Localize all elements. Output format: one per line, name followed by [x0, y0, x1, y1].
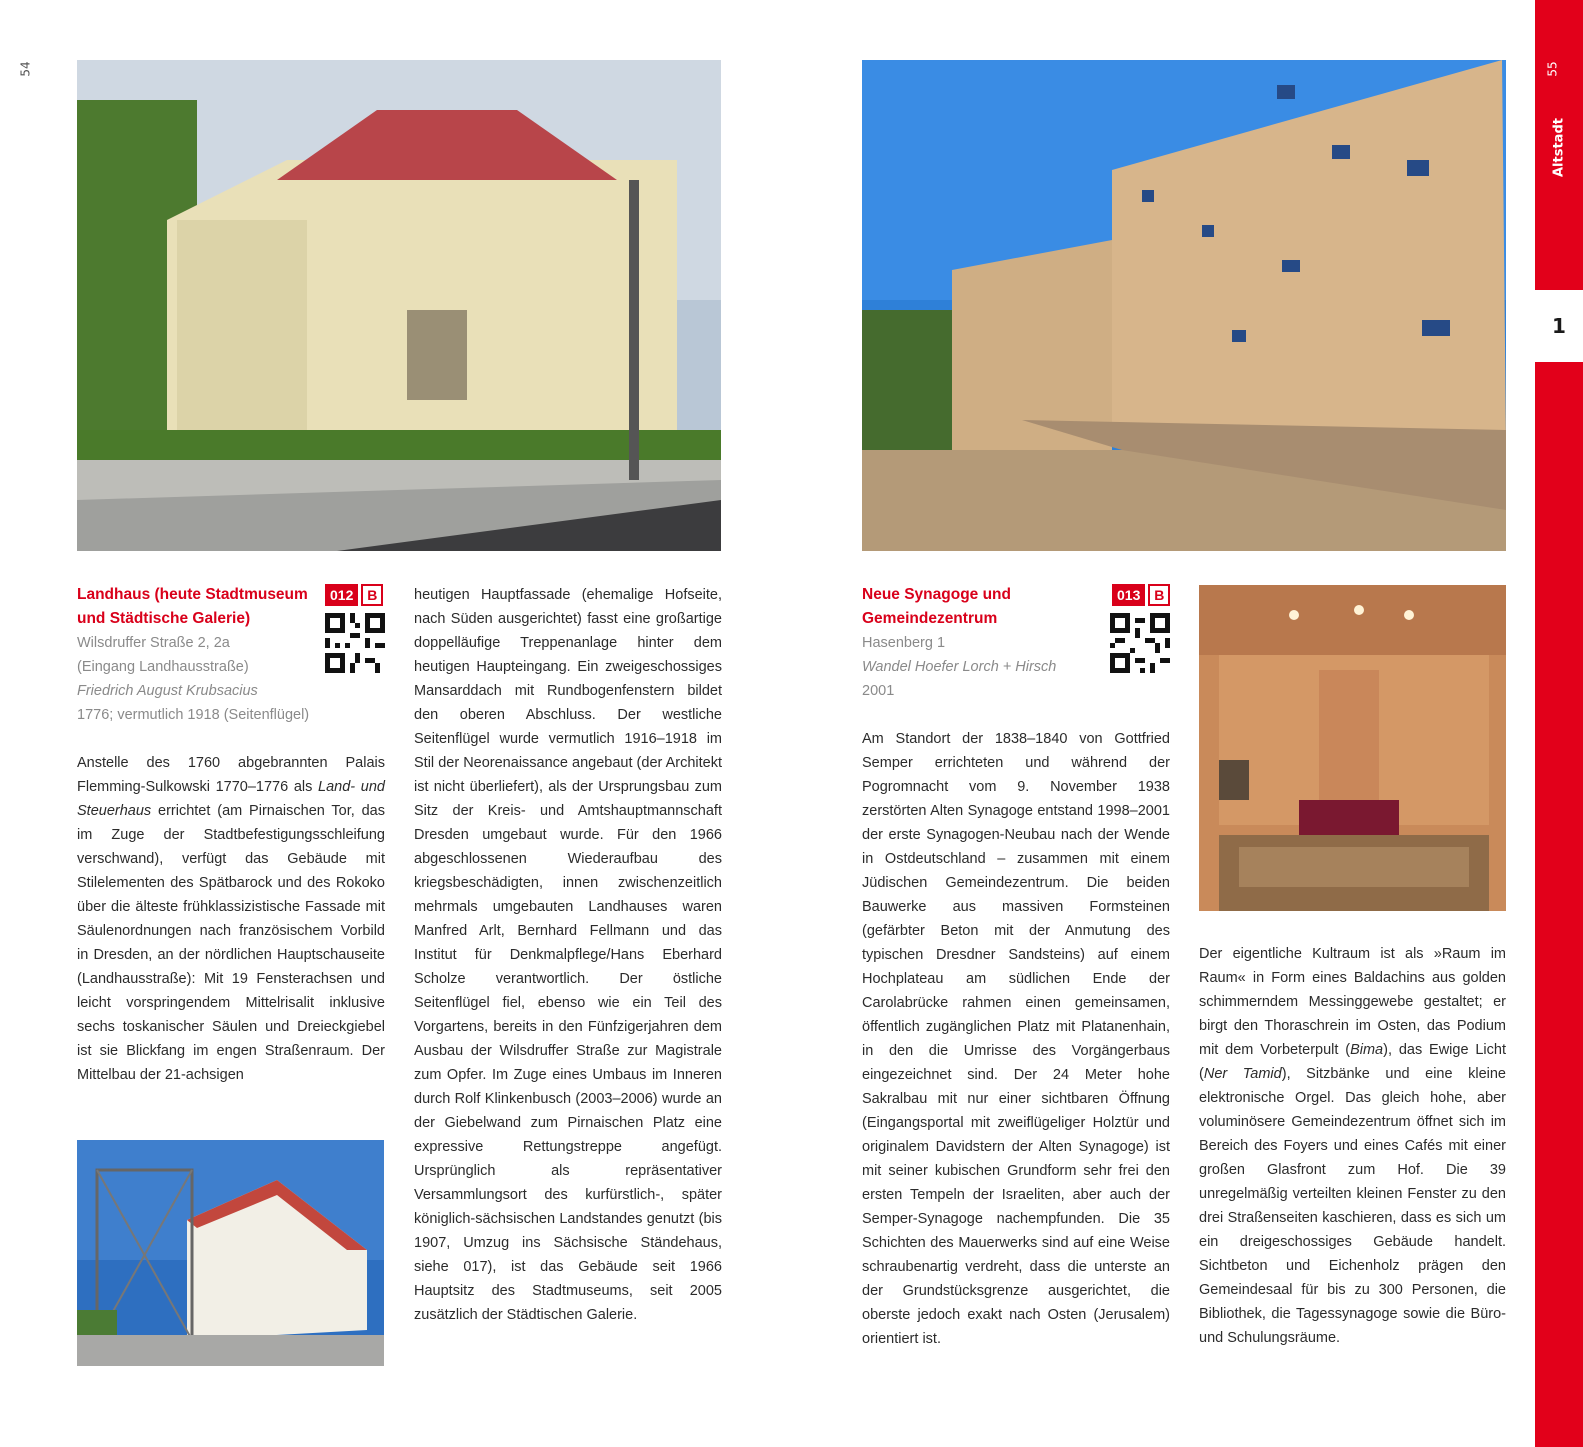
page-number-right: 55: [1545, 61, 1560, 77]
landhaus-staircase-photo: [77, 1140, 384, 1366]
landhaus-address-line2: (Eingang Landhausstraße): [77, 659, 249, 675]
synagoge-text-col2-part3: ), Sitzbänke und eine kleine elektronische Orgel. Das gleich hohe, aber voluminösere Gemeindezentrum öffnet sich im Bereich des Foyers und eines Cafés mit einer großen Glasfront zum Hof. Die 39 unregelmäßig verteilten kleinen Fenster zu den drei Straßenseiten kaschieren, dass es sich um ein dreigeschossiges Gebäude handelt. Sichtbeton und Eichenholz prägen den Gemeindesaal für bis zu 300 Personen, die Bibliothek, die Tagessynagoge sowie die Büro- und Schulungsräume.: [1199, 1066, 1506, 1346]
landhaus-category: B: [361, 584, 383, 606]
landhaus-text-col1-part2: errichtet (am Pirnaischen Tor, das im Zuge der Stadtbefestigungsschleifung verschwand), verfügt das Gebäude mit Stilelementen des Spätbarock und des Rokoko über die älteste frühklassizistische Fassade mit Säulenordnungen nach französischem Vorbild in Dresden, an der nördlichen Hauptschauseite (Landhausstraße): Mit 19 Fensterachsen und leicht vorspringendem Mittelrisalit inklusive sechs toskanischer Säulen und Dreieckgiebel ist sie Blickfang im engen Straßenraum. Der Mittelbau der 21-achsigen: [77, 803, 385, 1083]
landhaus-meta: [77, 631, 309, 727]
landhaus-title-line2: und Städtische Galerie): [77, 610, 251, 627]
synagoge-text-col1: Am Standort der 1838–1840 von Gottfried Semper errichteten und während der Pogromnacht vom 9. November 1938 zerstörten Alten Synagoge entstand 1998–2001 der erste Synagogen-Neubau nach der Wende in Ostdeutschland – zusammen mit einem Jüdischen Gemeindezentrum. Die beiden Bauwerke aus massiven Formsteinen (gefärbter Beton mit der Anmutung des typischen Dresdner Sandsteins) auf einem Hochplateau am südlichen Ende der Carolabrücke rahmen einen gemeinsamen, öffentlich zugänglichen Platz mit Platanenhain, in den die Umrisse des Vorgängerbaus eingezeichnet sind. Der 24 Meter hohe Sakralbau mit nur einer sichtbaren Öffnung (Eingangsportal mit zweiflügeliger Holztür und originalem Davidstern der Alten Synagoge) ist mit seiner kubischen Grundform sehr frei den ersten Tempeln der Israeliten, aber auch der Semper-Synagoge nachempfunden. Die 35 Schichten des Mauerwerks sind auf eine Weise schraubenartig verdreht, dass die unterste an der Grundstücksgrenze ausgerichtet, die oberste jedoch exakt nach Osten (Jerusalem) orientiert ist.: [862, 731, 1170, 1347]
synagoge-title-line1: Neue Synagoge und: [862, 586, 1011, 603]
landhaus-code: 012: [325, 584, 358, 606]
synagoge-title: [862, 583, 1011, 631]
synagoge-category: B: [1148, 584, 1170, 606]
synagoge-qr-code[interactable]: [1110, 613, 1170, 673]
section-tab-number[interactable]: 1: [1535, 290, 1583, 362]
landhaus-address-line1: Wilsdruffer Straße 2, 2a: [77, 635, 230, 651]
synagoge-interior-photo: [1199, 585, 1506, 911]
section-tab-label[interactable]: Altstadt: [1551, 118, 1567, 177]
section-tab-bar: [1535, 0, 1583, 1447]
landhaus-text-col1-part1: Anstelle des 1760 abgebrannten Palais Flemming-Sulkowski 1770–1776 als: [77, 755, 385, 795]
synagoge-exterior-photo: [862, 60, 1506, 551]
synagoge-meta: [862, 631, 1056, 703]
synagoge-text-col2: [1199, 942, 1506, 1350]
landhaus-title-line1: Landhaus (heute Stadtmuseum: [77, 586, 308, 603]
synagoge-text-col2-part1: Der eigentliche Kultraum ist als »Raum im Raum« in Form eines Baldachins aus golden schimmerndem Messinggewebe gestaltet; er birgt den Thoraschrein im Osten, das Podium mit dem Vorbeterpult (: [1199, 946, 1506, 1058]
synagoge-architect: Wandel Hoefer Lorch + Hirsch: [862, 659, 1057, 675]
synagoge-code: 013: [1112, 584, 1145, 606]
landhaus-text-col1-emphasis: Land- und Steuerhaus: [77, 779, 385, 819]
landhaus-title: [77, 583, 308, 631]
landhaus-photo: [77, 60, 721, 551]
synagoge-year: 2001: [862, 683, 895, 699]
synagoge-text-col2-part2: ), das Ewige Licht (: [1199, 1042, 1506, 1082]
synagoge-text-bima: Bima: [1350, 1042, 1384, 1058]
synagoge-badge: [1112, 584, 1170, 606]
synagoge-text-ner-tamid: Ner Tamid: [1203, 1066, 1282, 1082]
landhaus-year: 1776; vermutlich 1918 (Seitenflügel): [77, 707, 310, 723]
landhaus-qr-code[interactable]: [325, 613, 385, 673]
landhaus-badge: [325, 584, 383, 606]
synagoge-title-line2: Gemeindezentrum: [862, 610, 998, 627]
landhaus-architect: Friedrich August Krubsacius: [77, 683, 258, 699]
page-number-left: 54: [18, 61, 33, 77]
synagoge-address: Hasenberg 1: [862, 635, 946, 651]
landhaus-text-col2: heutigen Hauptfassade (ehemalige Hofseite, nach Süden ausgerichtet) fasst eine großartige doppelläufige Treppenanlage hinter dem heutigen Haupteingang. Ein zweigeschossiges Mansarddach mit Rundbogenfenstern bildet den oberen Abschluss. Der westliche Seitenflügel wurde vermutlich 1916–1918 im Stil der Neorenaissance angebaut (der Architekt ist nicht überliefert), als der Ursprungsbau zum Sitz der Kreis- und Amtshauptmannschaft Dresden umgebaut wurde. Für den 1966 abgeschlossenen Wiederaufbau des kriegsbeschädigten, innen zwischenzeitlich mehrmals umgebauten Landhauses waren Manfred Arlt, Bernhard Fellmann und das Institut für Denkmalpflege/Hans Eberhard Scholze verantwortlich. Der östliche Seitenflügel fiel, ebenso wie ein Teil des Vorgartens, bereits in den Fünfzigerjahren dem Ausbau der Wilsdruffer Straße zur Magistrale zum Opfer. Im Zuge eines Umbaus im Inneren durch Rolf Klinkenbusch (2003–2006) wurde an der Giebelwand zum Pirnaischen Platz eine expressive Rettungstreppe angefügt. Ursprünglich als repräsentativer Versammlungsort des kurfürstlich-, später königlich-sächsischen Landstandes genutzt (bis 1907, Umzug ins Sächsische Ständehaus, siehe 017), ist das Gebäude seit 1966 Hauptsitz des Stadtmuseums, seit 2005 zusätzlich der Städtischen Galerie.: [414, 587, 722, 1323]
landhaus-text-col1: [77, 751, 385, 1087]
